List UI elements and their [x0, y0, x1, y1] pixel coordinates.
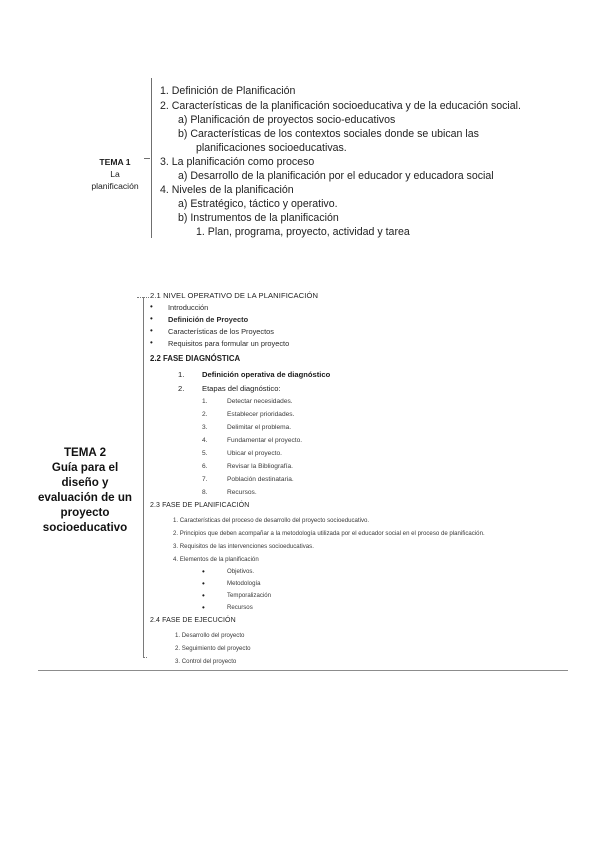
list-number: 8. [202, 489, 208, 496]
bullet-icon: • [202, 591, 205, 600]
list-item: Características de los Proyectos [168, 327, 274, 336]
list-number: 2. [178, 384, 185, 393]
list-number: 4. [202, 437, 208, 444]
tema2-title-line: evaluación de un [37, 491, 133, 504]
tema1-item: b) Instrumentos de la planificación [178, 212, 339, 224]
tema1-item: planificaciones socioeducativas. [196, 142, 347, 154]
tema2-title-line: TEMA 2 [63, 446, 107, 459]
bullet-icon: • [202, 579, 205, 588]
section-heading: 2.1 NIVEL OPERATIVO DE LA PLANIFICACIÓN [150, 291, 319, 300]
tema2-bracket [143, 297, 150, 657]
list-item: 3. Requisitos de las intervenciones socioeducativas. [173, 543, 314, 550]
bullet-icon: • [202, 567, 205, 576]
list-item: Metodología [227, 580, 261, 587]
list-item: Delimitar el problema. [227, 424, 292, 431]
bullet-icon: • [150, 314, 153, 323]
list-number: 7. [202, 476, 208, 483]
list-item: Fundamentar el proyecto. [227, 437, 303, 444]
list-item: 4. Elementos de la planificación [173, 556, 259, 563]
list-item: 1. Desarrollo del proyecto [175, 632, 245, 639]
list-item: Requisitos para formular un proyecto [168, 339, 290, 348]
tema1-item: 1. Definición de Planificación [160, 85, 296, 97]
list-item: 1. Características del proceso de desarrollo del proyecto socioeducativo. [173, 517, 370, 524]
tema1-item: 1. Plan, programa, proyecto, actividad y tarea [196, 226, 410, 238]
list-item: Temporalización [227, 592, 272, 599]
tema1-title-line2: La [110, 169, 120, 179]
list-item: 2. Seguimiento del proyecto [175, 645, 251, 652]
list-item: Recursos. [227, 489, 257, 496]
bullet-icon: • [150, 302, 153, 311]
list-item: Detectar necesidades. [227, 398, 293, 405]
list-number: 5. [202, 450, 208, 457]
section-heading: 2.2 FASE DIAGNÓSTICA [150, 354, 241, 363]
tema1-item: 4. Niveles de la planificación [160, 184, 294, 196]
list-item: 2. Principios que deben acompañar a la metodología utilizada por el educador social en el proceso de planificación. [173, 530, 485, 537]
list-item: Definición de Proyecto [168, 315, 249, 324]
list-item: Recursos [227, 604, 253, 611]
divider [38, 670, 568, 671]
list-item: Objetivos. [227, 568, 255, 575]
tema1-item: a) Desarrollo de la planificación por el educador y educadora social [178, 170, 494, 182]
tema2-title-line: diseño y [61, 476, 109, 489]
list-item: Ubicar el proyecto. [227, 450, 282, 457]
tema2-title [30, 445, 140, 535]
bullet-icon: • [150, 326, 153, 335]
tema1-bracket [151, 78, 160, 238]
bullet-icon: • [150, 338, 153, 347]
tema1-item: 3. La planificación como proceso [160, 156, 315, 168]
tema1-item: a) Planificación de proyectos socio-educativos [178, 114, 396, 126]
list-item: Establecer prioridades. [227, 411, 295, 418]
tema2-title-line: socioeducativo [42, 521, 128, 534]
list-item: Población destinataria. [227, 476, 294, 483]
list-item: Etapas del diagnóstico: [202, 384, 281, 393]
tema1-item: 2. Características de la planificación socioeducativa y de la educación social. [160, 100, 521, 112]
tema2-title-line: proyecto [60, 506, 110, 519]
section-heading: 2.3 FASE DE PLANIFICACIÓN [150, 502, 250, 509]
tema1-item: a) Estratégico, táctico y operativo. [178, 198, 338, 210]
list-item: Definición operativa de diagnóstico [202, 370, 331, 379]
list-number: 1. [178, 370, 185, 379]
tema1-bracket-tick [144, 158, 150, 159]
tema1-item: b) Características de los contextos sociales donde se ubican las [178, 128, 479, 140]
tema2-bracket-bottom [143, 657, 147, 658]
tema1-title-line3: planificación [91, 181, 139, 191]
list-number: 2. [202, 411, 208, 418]
list-item: Revisar la Bibliografía. [227, 463, 293, 470]
list-number: 6. [202, 463, 208, 470]
tema1-title [80, 156, 150, 192]
list-number: 1. [202, 398, 208, 405]
list-item: 3. Control del proyecto [175, 658, 237, 665]
section-heading: 2.4 FASE DE EJECUCIÓN [150, 617, 236, 624]
tema2-title-line: Guía para el [51, 461, 119, 474]
tema1-title-line1: TEMA 1 [99, 157, 131, 167]
list-number: 3. [202, 424, 208, 431]
list-item: Introducción [168, 303, 209, 312]
bullet-icon: • [202, 603, 205, 612]
